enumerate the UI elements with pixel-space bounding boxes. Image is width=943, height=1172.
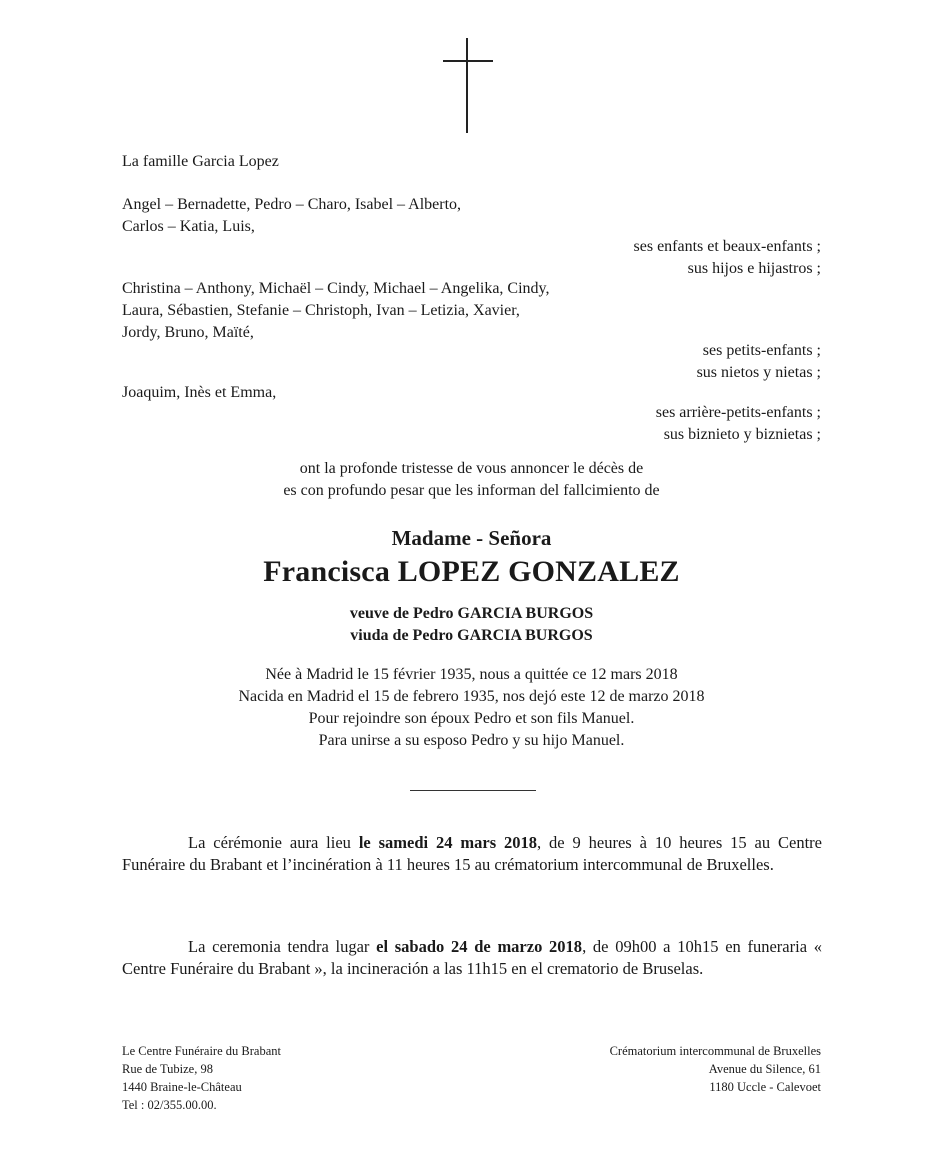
footer-left-line: 1440 Braine-le-Château (122, 1080, 242, 1094)
section-divider (410, 790, 536, 791)
widow-es: viuda de Pedro GARCIA BURGOS (350, 627, 593, 644)
footer-right-line: 1180 Uccle - Calevoet (709, 1080, 821, 1094)
ceremony-es-after: , de 09h00 a 10h15 en funeraria « Centre Funéraire du Brabant », la incineración a las 11h15 en el crematorio de Bruselas. (122, 937, 822, 978)
grandchildren-role-fr: ses petits-enfants ; (702, 342, 821, 359)
children-names-line: Carlos – Katia, Luis, (122, 218, 255, 235)
ceremony-es (122, 936, 822, 980)
announcement-fr: ont la profonde tristesse de vous annoncer le décès de (299, 460, 644, 477)
children-names-line: Angel – Bernadette, Pedro – Charo, Isabel – Alberto, (122, 196, 462, 213)
footer-crematorium (610, 1042, 821, 1096)
great-grandchildren-names-line: Joaquim, Inès et Emma, (122, 384, 277, 401)
details-line: Née à Madrid le 15 février 1935, nous a quittée ce 12 mars 2018 (265, 666, 678, 683)
grandchildren-names-line: Jordy, Bruno, Maïté, (122, 324, 254, 341)
life-details (0, 664, 943, 752)
details-line: Nacida en Madrid el 15 de febrero 1935, nos dejó este 12 de marzo 2018 (238, 688, 705, 705)
ceremony-fr-before: La cérémonie aura lieu (188, 833, 359, 852)
widow-info (0, 603, 943, 647)
announcement (0, 458, 943, 502)
ceremony-es-date: el sabado 24 de marzo 2018 (376, 937, 583, 956)
children-names (122, 194, 461, 238)
great-grandchildren-role (656, 402, 821, 446)
details-line: Pour rejoindre son époux Pedro et son fils Manuel. (308, 710, 635, 727)
deceased-title: Madame - Señora (391, 526, 552, 550)
ceremony-es-before: La ceremonia tendra lugar (188, 937, 377, 956)
children-role-fr: ses enfants et beaux-enfants ; (633, 238, 821, 255)
cross-horizontal-bar (443, 60, 493, 62)
footer-left-line: Rue de Tubize, 98 (122, 1062, 213, 1076)
footer-right-line: Crématorium intercommunal de Bruxelles (609, 1044, 821, 1058)
announcement-es: es con profundo pesar que les informan del fallcimiento de (283, 482, 660, 499)
footer-left-line: Le Centre Funéraire du Brabant (122, 1044, 281, 1058)
details-line: Para unirse a su esposo Pedro y su hijo Manuel. (318, 732, 625, 749)
great-grandchildren-names (122, 382, 276, 404)
grandchildren-names-line: Laura, Sébastien, Stefanie – Christoph, Ivan – Letizia, Xavier, (122, 302, 520, 319)
children-role-es: sus hijos e hijastros ; (687, 260, 821, 277)
great-grandchildren-role-es: sus biznieto y biznietas ; (663, 426, 821, 443)
widow-fr: veuve de Pedro GARCIA BURGOS (349, 605, 594, 622)
ceremony-fr-date: le samedi 24 mars 2018 (358, 833, 538, 852)
deceased-name: Francisca LOPEZ GONZALEZ (263, 555, 680, 588)
grandchildren-role-es: sus nietos y nietas ; (696, 364, 821, 381)
footer-left-line: Tel : 02/355.00.00. (122, 1098, 217, 1112)
children-role (634, 236, 821, 280)
grandchildren-names-line: Christina – Anthony, Michaël – Cindy, Michael – Angelika, Cindy, (122, 280, 550, 297)
footer-right-line: Avenue du Silence, 61 (708, 1062, 821, 1076)
ceremony-fr-after: , de 9 heures à 10 heures 15 au Centre Funéraire du Brabant et l’incinération à 11 heures 15 au crématorium intercommunal de Bruxelles. (122, 833, 822, 874)
great-grandchildren-role-fr: ses arrière-petits-enfants ; (655, 404, 821, 421)
family-intro: La famille Garcia Lopez (122, 153, 279, 170)
cross-vertical-bar (466, 38, 468, 133)
grandchildren-names (122, 278, 550, 344)
footer-funeral-home (122, 1042, 281, 1114)
grandchildren-role (697, 340, 821, 384)
ceremony-fr (122, 832, 822, 876)
